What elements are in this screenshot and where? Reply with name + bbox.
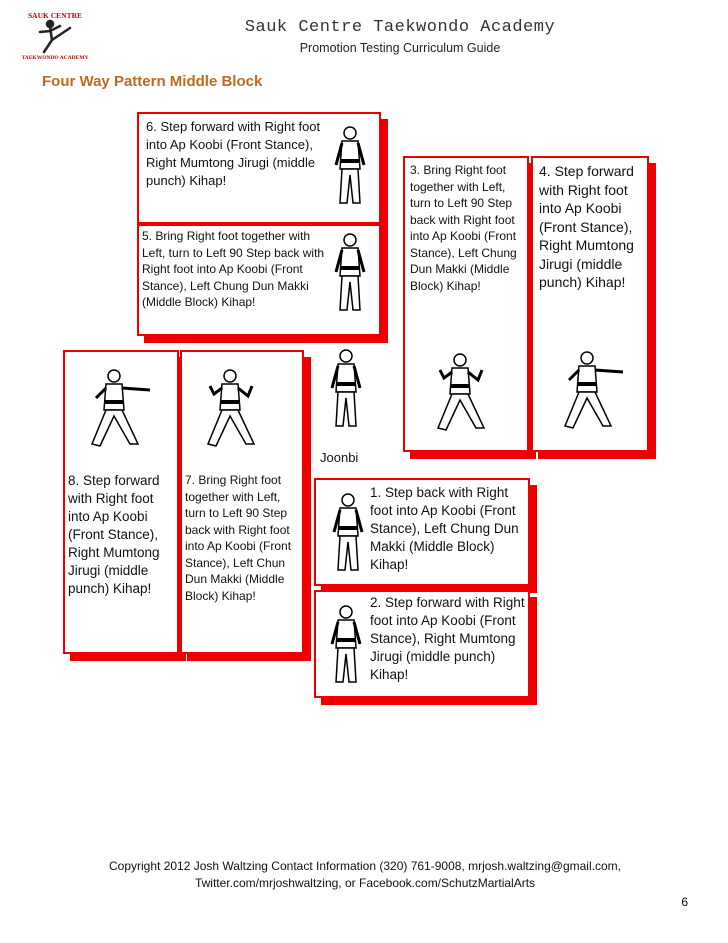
step-3-text: 3. Bring Right foot together with Left, turn to Left 90 Step back with Right foot into Ap Koobi (Front Stance), Left Chung Dun Makki (Middle Block) Kihap! <box>410 163 517 293</box>
step-5-text: 5. Bring Right foot together with Left, turn to Left 90 Step back with Right foot into Ap Koobi (Front Stance), Left Chung Dun Makki (Middle Block) Kihap! <box>142 229 325 309</box>
footer-line-1: Copyright 2012 Josh Waltzing Contact Information (320) 761-9008, mrjosh.waltzing@gmail.com, <box>109 859 621 873</box>
step-2-text: 2. Step forward with Right foot into Ap Koobi (Front Stance), Right Mumtong Jirugi (middle punch) Kihap! <box>370 595 525 682</box>
figure-step-5-icon <box>330 232 370 314</box>
step-8-text: 8. Step forward with Right foot into Ap Koobi (Front Stance), Right Mumtong Jirugi (middle punch) Kihap! <box>68 473 160 596</box>
footer-line-2: Twitter.com/mrjoshwaltzing, or Facebook.com/SchutzMartialArts <box>194 876 536 890</box>
page-header-title: Sauk Centre Taekwondo Academy <box>244 18 556 37</box>
page-number: 6 <box>681 895 688 909</box>
figure-step-2-icon <box>326 604 366 686</box>
step-7-text: 7. Bring Right foot together with Left, turn to Left 90 Step back with Right foot into Ap Koobi (Front Stance), Left Chun Dun Makki (Middle Block) Kihap! <box>185 473 292 603</box>
section-title: Four Way Pattern Middle Block <box>42 73 263 90</box>
joonbi-figure-icon <box>326 348 366 430</box>
joonbi-label: Joonbi <box>320 450 359 465</box>
figure-step-8-icon <box>92 368 152 450</box>
figure-step-7-icon <box>206 368 258 450</box>
step-6-text: 6. Step forward with Right foot into Ap Koobi (Front Stance), Right Mumtong Jirugi (middle punch) Kihap! <box>146 119 321 188</box>
page-header-subtitle: Promotion Testing Curriculum Guide <box>299 41 501 55</box>
footer-copyright <box>40 858 690 892</box>
figure-step-6-icon <box>330 125 370 207</box>
figure-step-1-icon <box>328 492 368 574</box>
logo-bottom-text: TAEKWONDO ACADEMY <box>21 55 89 61</box>
academy-logo <box>21 8 89 66</box>
figure-step-3-icon <box>436 352 488 434</box>
figure-step-4-icon <box>565 350 625 432</box>
logo-top-text: SAUK CENTRE <box>28 11 82 20</box>
step-4-text: 4. Step forward with Right foot into Ap Koobi (Front Stance), Right Mumtong Jirugi (middle punch) Kihap! <box>539 163 634 290</box>
step-1-text: 1. Step back with Right foot into Ap Koobi (Front Stance), Left Chung Dun Makki (Middle Block) Kihap! <box>370 485 519 572</box>
